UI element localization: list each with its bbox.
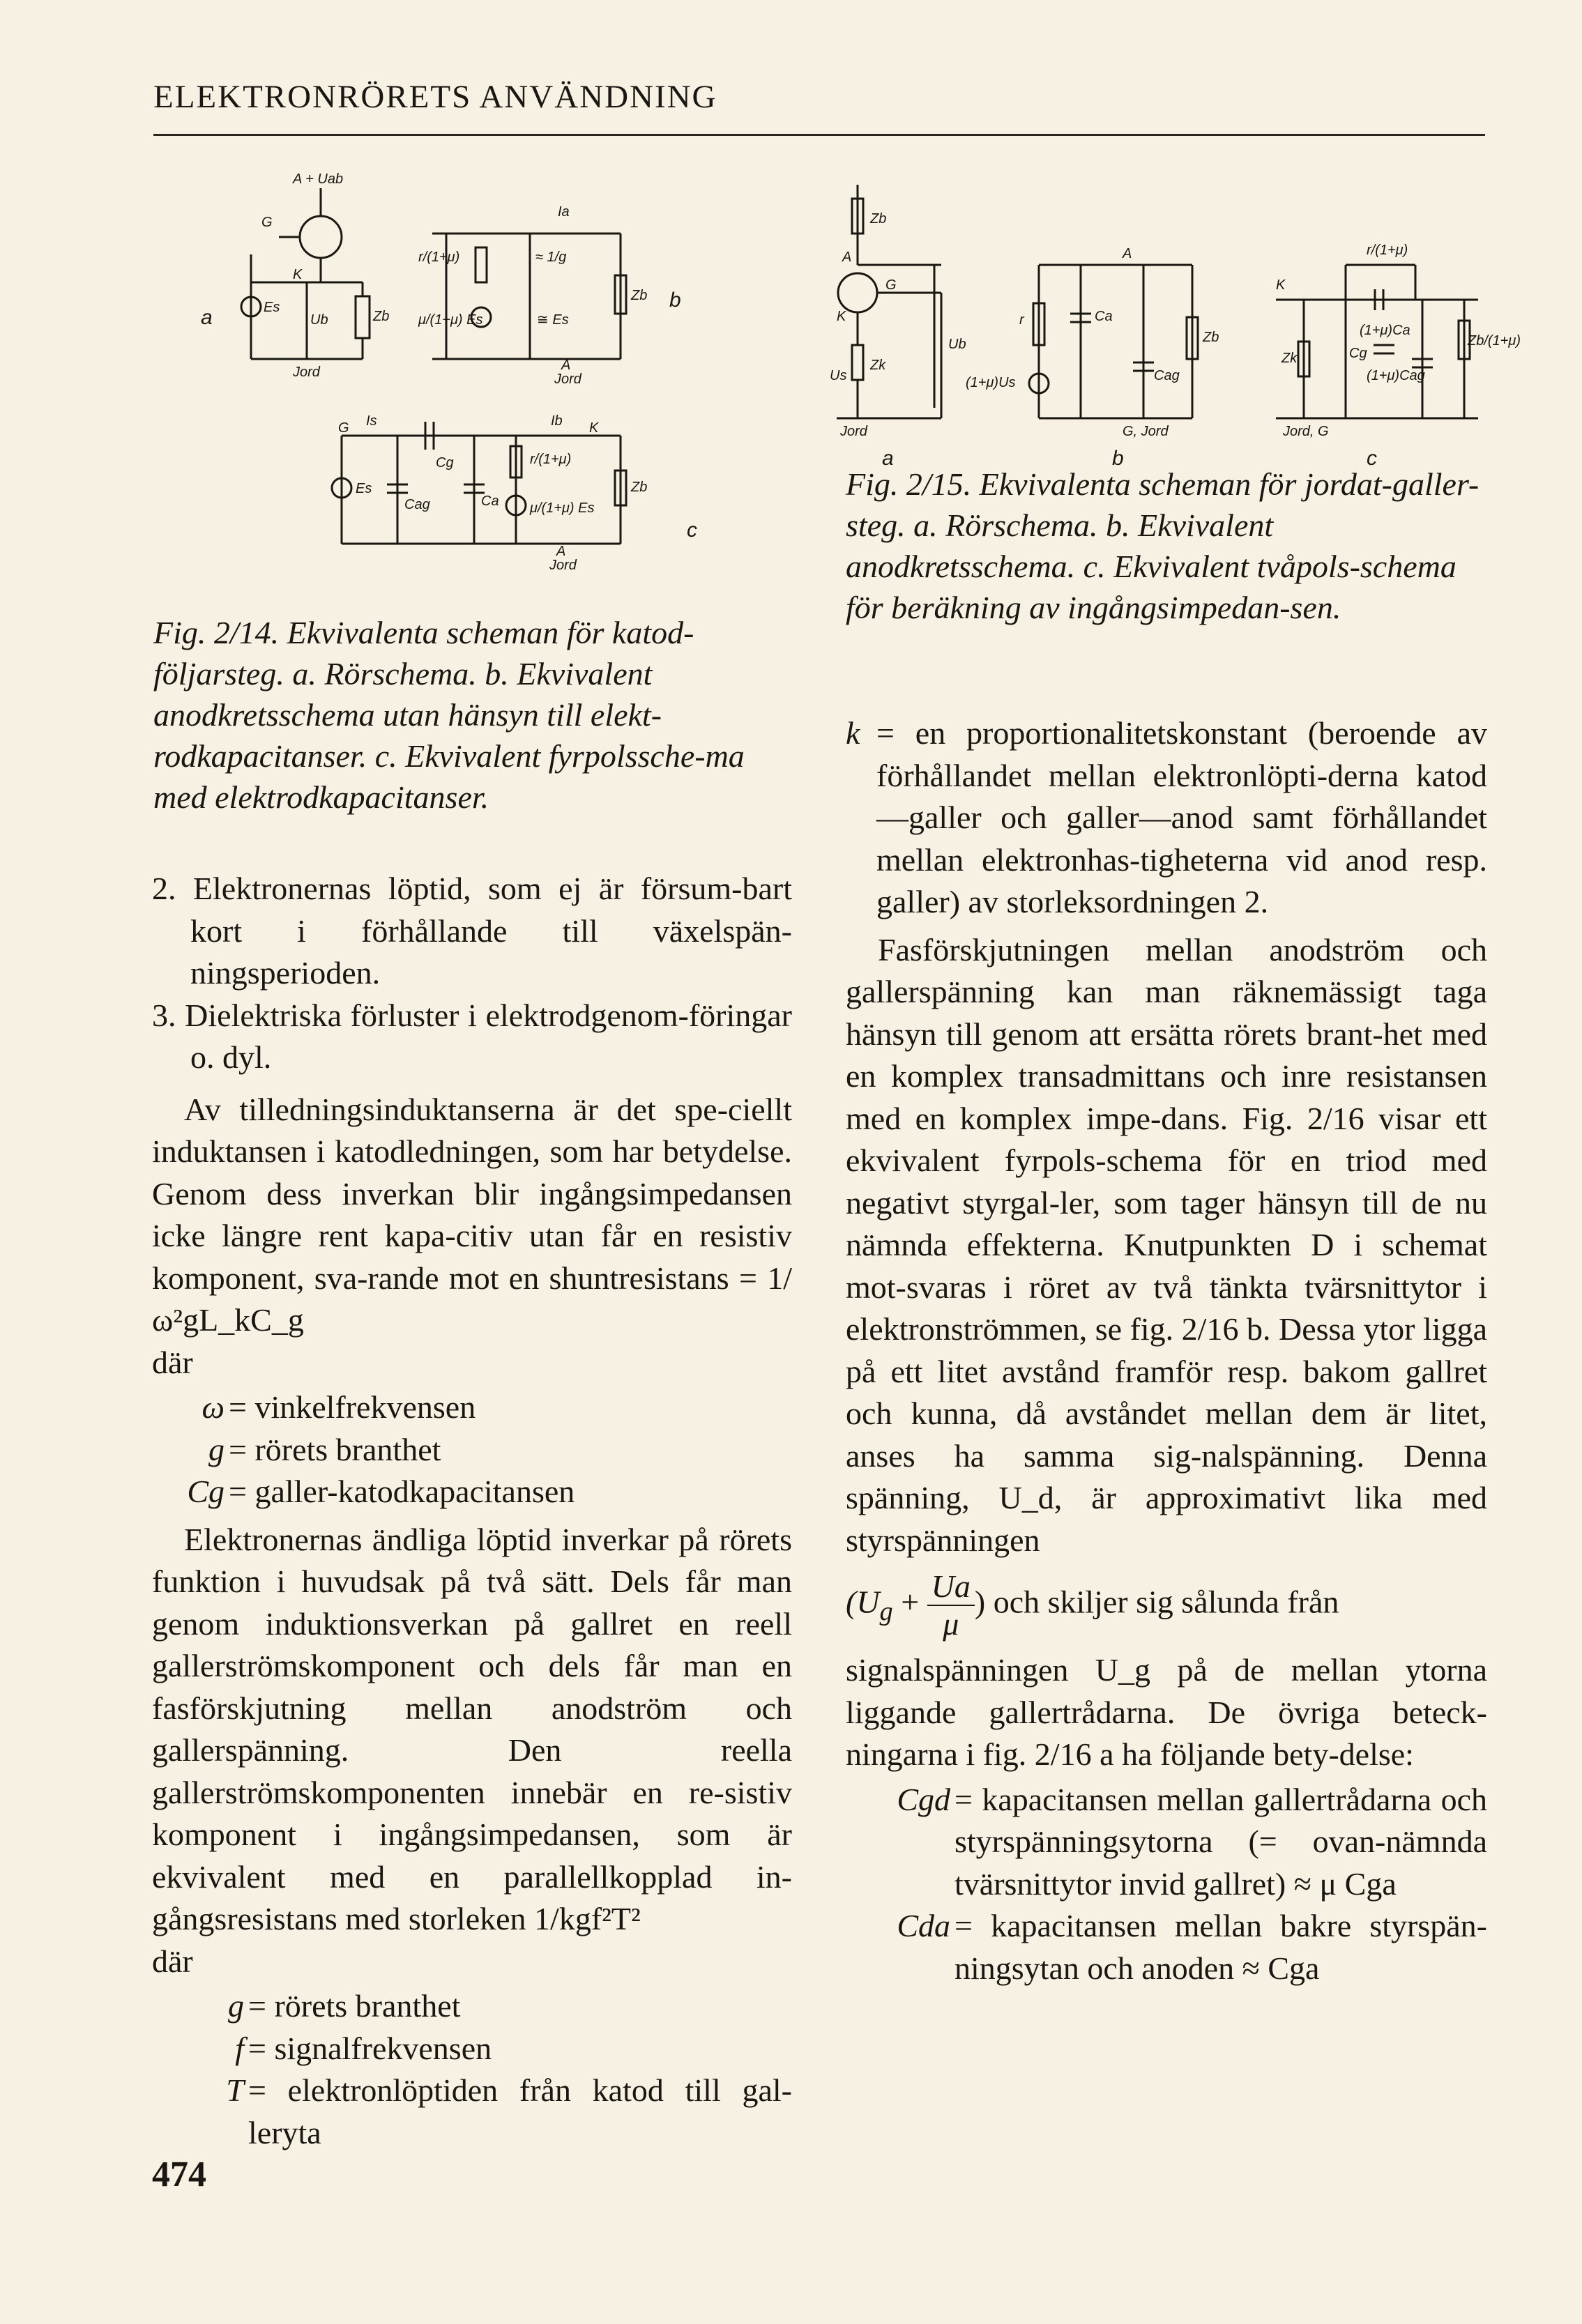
definition-cda	[846, 1905, 1487, 1989]
fig215-b-a-label: A	[1123, 246, 1132, 261]
fig215-c-zk-label: Zk	[1281, 351, 1298, 366]
fig215-c-cg-label: Cg	[1349, 346, 1367, 361]
definition-f	[152, 2028, 792, 2070]
fig215-c-zb1mu-label: Zb/(1+μ)	[1468, 333, 1521, 349]
fig214-a-k-label: K	[293, 267, 303, 282]
dar-2: där	[152, 1943, 193, 1979]
fig215-a-us-label: Us	[830, 368, 847, 383]
fig214-b-ia-label: Ia	[558, 204, 570, 220]
list-item-2: 2. Elektronernas löptid, som ej är försum-bart kort i förhållande till växelspän-ningsperioden.	[152, 871, 792, 991]
fig215-a-k-label: K	[837, 309, 846, 324]
definition-text: = vinkelfrekvensen	[229, 1389, 476, 1425]
formula-line: ($U_g$ + $\frac{Ua}{\mu}$ ) och skiljer sig sålunda från	[846, 1568, 1339, 1642]
fig214-b-mu1mu-label: μ/(1+μ) Es	[418, 312, 483, 328]
fig215-b-cag-label: Cag	[1154, 368, 1180, 383]
definition-list-3	[846, 1779, 1487, 1990]
formula-tail: ) och skiljer sig sålunda från	[974, 1584, 1339, 1620]
paragraph-transit-time: Elektronernas ändliga löptid inverkar på rörets funktion i huvudsak på två sätt. Dels får man genom induktionsverkan på gallret en reell gallerströmskomponent och dels får man en fasförskjutning mellan anodström och gallerspänning. Den reella gallerströmskomponenten innebär en re-sistiv komponent i ingångsimpedansen, som är ekvivalent med en parallellkopplad in-gångsresistans med storleken 1/kgf²T²	[152, 1521, 792, 1936]
fig215-a-zb-label: Zb	[870, 211, 887, 227]
fig215-a-zk-label: Zk	[870, 358, 886, 373]
definition-text: = rörets branthet	[248, 1988, 461, 2024]
definition-symbol: g	[208, 1431, 225, 1467]
fig215-b-mu-us-label: (1+μ)Us	[966, 375, 1016, 390]
fig214-c-es-label: Es	[356, 481, 372, 496]
fig214-c-mu1mu-label: μ/(1+μ) Es	[530, 500, 595, 516]
formula-denominator: μ	[943, 1606, 959, 1642]
fig215-a-jord-label: Jord	[840, 424, 867, 439]
fig214-label-c: c	[687, 519, 697, 542]
fig214-b-zb-label: Zb	[631, 288, 648, 303]
definition-symbol: g	[228, 1988, 244, 2024]
fig214-c-jord-label: Jord	[549, 558, 577, 573]
definition-text: = kapacitansen mellan bakre styrspän-ningsytan och anoden ≈ Cga	[954, 1908, 1487, 1986]
definition-g	[152, 1429, 792, 1471]
figure-2-15-diagram	[830, 178, 1521, 471]
fig215-a-ub-label: Ub	[948, 337, 966, 352]
fig215-label-b: b	[1112, 447, 1124, 470]
figure-2-15-caption: Fig. 2/15. Ekvivalenta scheman för jordat-galler-steg. a. Rörschema. b. Ekvivalent anodkretsschema. c. Ekvivalent tvåpols-schema för beräkning av ingångsimpedan-sen.	[846, 466, 1480, 625]
definition-symbol: f	[235, 2030, 244, 2066]
fig215-c-k-label: K	[1276, 277, 1286, 293]
fig214-label-a: a	[201, 306, 213, 329]
fig215-c-c1muca-label: (1+μ)Ca	[1360, 323, 1410, 338]
definition-text: = galler-katodkapacitansen	[229, 1474, 575, 1509]
fig214-b-r1mu-label: r/(1+μ)	[418, 250, 460, 265]
definition-text: = signalfrekvensen	[248, 2030, 492, 2066]
definition-k	[846, 712, 1487, 924]
definition-text: = elektronlöptiden från katod till gal-leryta	[248, 2072, 792, 2150]
fig214-c-r1mu-label: r/(1+μ)	[530, 452, 572, 467]
definition-g2	[152, 1985, 792, 2028]
definition-t	[152, 2070, 792, 2154]
fig214-b-jord-label: Jord	[554, 372, 581, 387]
fig214-a-ub-label: Ub	[310, 312, 328, 328]
header-rule	[153, 134, 1485, 136]
fig215-b-g-jord-label: G, Jord	[1123, 424, 1169, 439]
fig214-a-g-label: G	[261, 215, 273, 230]
definition-cgd	[846, 1779, 1487, 1906]
fig215-b-zb-label: Zb	[1203, 330, 1219, 345]
definition-symbol: Cda	[897, 1908, 950, 1943]
figure-2-14-caption: Fig. 2/14. Ekvivalenta scheman för katod-följarsteg. a. Rörschema. b. Ekvivalent anodkretsschema utan hänsyn till elekt-rodkapacitanser. c. Ekvivalent fyrpolssche-ma med elektrodkapacitanser.	[153, 615, 745, 815]
fig215-label-a: a	[882, 447, 894, 470]
fig214-c-ib-label: Ib	[551, 413, 563, 429]
fig214-a-zb-label: Zb	[373, 309, 390, 324]
list-item-3: 3. Dielektriska förluster i elektrodgenom-föringar o. dyl.	[152, 997, 792, 1075]
fig215-c-c1mucag-label: (1+μ)Cag	[1367, 368, 1425, 383]
fig214-c-zb-label: Zb	[631, 480, 648, 495]
fig215-a-a-label: A	[842, 250, 852, 265]
fig215-c-jord-g-label: Jord, G	[1283, 424, 1329, 439]
page-number: 474	[152, 2155, 206, 2194]
fig215-a-g-label: G	[885, 277, 897, 293]
definition-symbol: k	[846, 715, 860, 751]
formula-numerator: Ua	[927, 1568, 975, 1606]
fig214-c-cg-label: Cg	[436, 455, 454, 471]
formula-sub: g	[879, 1596, 893, 1626]
fig214-c-is-label: Is	[366, 413, 377, 429]
fig214-a-es-label: Es	[264, 300, 280, 315]
left-column	[152, 868, 792, 2159]
fig214-b-eq1g-label: ≈ 1/g	[535, 250, 567, 265]
fig214-b-approx-es-label: ≅ Es	[537, 312, 569, 328]
running-header: ELEKTRONRÖRETS ANVÄNDNING	[153, 79, 717, 115]
fig215-c-r1mu-label: r/(1+μ)	[1367, 243, 1408, 258]
paragraph-phase-shift: Fasförskjutningen mellan anodström och gallerspänning kan man räknemässigt taga hänsyn till genom att ersätta rörets brant-het med en komplex transadmittans och inre resistansen med en komplex impe-dans. Fig. 2/16 visar ett ekvivalent fyrpols-schema för en triod med negativt styrgal-ler, som tager hänsyn till de nu nämnda effekterna. Knutpunkten D i schemat mot-svaras i röret av två tänkta tvärsnittytor i elektronströmmen, se fig. 2/16 b. Dessa ytor ligga på ett litet avstånd framför resp. bakom gallret och kunna, då avståndet mellan dem är litet, anses ha samma sig-nalspänning. Denna spänning, U_d, är approximativt lika med styrspänningen	[846, 931, 1487, 1558]
fig215-label-c: c	[1367, 447, 1377, 470]
definition-cg	[152, 1471, 792, 1513]
definition-text: = kapacitansen mellan gallertrådarna och styrspänningsytorna (= ovan-nämnda tvärsnittytor invid gallret) ≈ μ Cga	[954, 1781, 1487, 1902]
formula-fraction	[927, 1568, 975, 1642]
fig214-c-cag-label: Cag	[404, 497, 430, 512]
definition-text: = en proportionalitetskonstant (beroende av förhållandet mellan elektronlöpti-derna katod—galler och galler—anod samt förhållandet mellan elektronhas-tigheterna vid anod resp. galler) av storleksordningen 2.	[876, 715, 1487, 919]
figure-2-14-diagram	[188, 157, 788, 603]
right-column	[846, 712, 1487, 1995]
paragraph-signal-voltage: signalspänningen U_g på de mellan ytorna liggande gallertrådarna. De övriga beteck-ningarna i fig. 2/16 a ha följande bety-delse:	[846, 1652, 1487, 1772]
formula-lead: (U	[846, 1584, 880, 1620]
fig215-b-ca-label: Ca	[1095, 309, 1113, 324]
definition-symbol: Cgd	[897, 1781, 950, 1817]
fig214-label-b: b	[669, 289, 681, 312]
fig214-c-a-label: A	[556, 544, 566, 559]
fig215-b-r-label: r	[1019, 312, 1024, 328]
dar-1: där	[152, 1344, 193, 1380]
paragraph-inductance: Av tilledningsinduktanserna är det spe-ciellt induktansen i katodledningen, som har betydelse. Genom dess inverkan blir ingångsimpedansen icke längre rent kapa-citiv utan får en resistiv komponent, sva-rande mot en shuntresistans = 1/ω²gL_kC_g	[152, 1091, 792, 1338]
fig214-c-g-label: G	[338, 420, 349, 436]
fig214-b-a-label: A	[561, 358, 571, 373]
fig214-a-jord-label: Jord	[293, 365, 320, 380]
fig214-a-ua-label: A + Uab	[293, 171, 344, 187]
fig214-c-k-label: K	[589, 420, 599, 436]
definition-text: = rörets branthet	[229, 1431, 441, 1467]
definition-symbol: ω	[201, 1389, 225, 1425]
definition-list-2	[152, 1985, 792, 2154]
definition-list-1	[152, 1386, 792, 1513]
definition-symbol: T	[226, 2072, 244, 2108]
definition-omega	[152, 1386, 792, 1429]
definition-symbol: Cg	[187, 1474, 225, 1509]
fig214-c-ca-label: Ca	[481, 494, 499, 509]
